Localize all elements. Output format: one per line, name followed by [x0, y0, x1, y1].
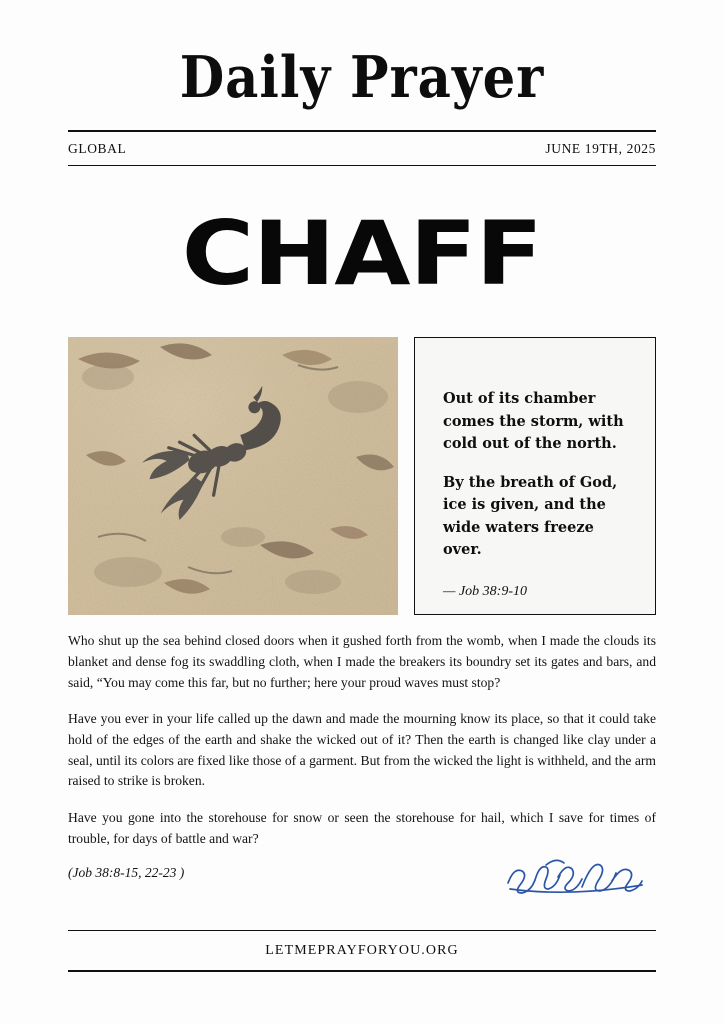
dateline [68, 132, 656, 165]
signature-mark [502, 853, 652, 899]
body-paragraph: Have you ever in your life called up the dawn and made the mourning know its place, so that it could take hold of the edges of the earth and shake the wicked out of it? Then the earth is changed like clay under a seal, until its colors are fixed like those of a garment. But from the wicked the light is withheld, and the arm raised to strike is broken. [68, 711, 656, 789]
body-paragraph: Have you gone into the storehouse for snow or seen the storehouse for hail, which I save for times of trouble, for days of battle and war? [68, 810, 656, 846]
quote-attribution: — Job 38:9-10 [443, 583, 527, 599]
headline-section [68, 166, 656, 338]
footer [68, 930, 656, 972]
scripture-quote-box [414, 337, 656, 615]
footer-site-link[interactable]: LETMEPRAYFORYOU.ORG [265, 943, 459, 958]
quote-line-1: Out of its chamber comes the storm, with cold out of the north. [443, 390, 624, 453]
feature-row [68, 337, 656, 615]
footer-rule-bottom [68, 970, 656, 972]
masthead-title: Daily Prayer [179, 44, 545, 111]
scorpion-on-sand-photo [68, 337, 398, 615]
quote-line-2: By the breath of God, ice is given, and the wide waters freeze over. [443, 473, 618, 559]
dateline-location: GLOBAL [68, 140, 127, 156]
body-paragraph: Who shut up the sea behind closed doors when it gushed forth from the womb, when I made the clouds its blanket and dense fog its swaddling cloth, when I made the breakers its boundry set its gates and bars, and said, “You may come this far, but no further; here your proud waves must stop? [68, 633, 656, 690]
scripture-citation: (Job 38:8-15, 22-23 ) [68, 865, 185, 881]
body-copy [68, 615, 656, 881]
dateline-date: JUNE 19TH, 2025 [545, 140, 656, 156]
masthead [68, 0, 656, 132]
signature-row [68, 881, 656, 921]
page-title: CHAFF [181, 201, 543, 305]
